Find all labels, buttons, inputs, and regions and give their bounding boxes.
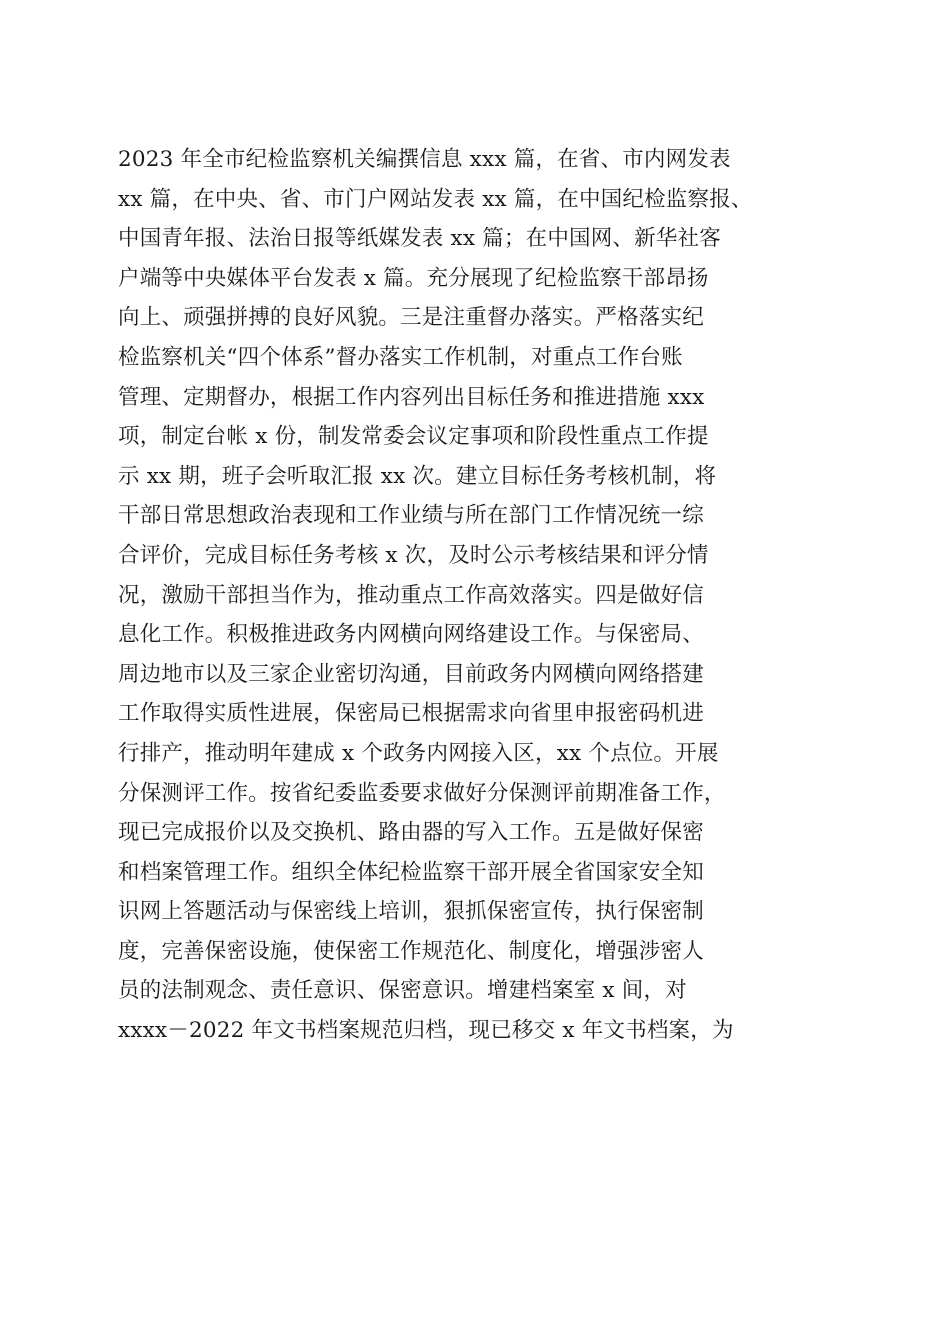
text-line: 示 xx 期，班子会听取汇报 xx 次。建立目标任务考核机制，将 <box>118 463 717 489</box>
text-line: 周边地市以及三家企业密切沟通，目前政务内网横向网络搭建 <box>118 661 704 687</box>
text-line: 2023 年全市纪检监察机关编撰信息 xxx 篇，在省、市内网发表 <box>118 147 731 172</box>
text-line: 管理、定期督办，根据工作内容列出目标任务和推进措施 xxx <box>118 384 705 410</box>
text-line: 项，制定台帐 x 份，制发常委会议定事项和阶段性重点工作提 <box>118 424 709 450</box>
text-line: 员的法制观念、责任意识、保密意识。增建档案室 x 间，对 <box>118 978 687 1004</box>
text-line: 向上、顽强拼搏的良好风貌。三是注重督办落实。严格落实纪 <box>118 305 704 331</box>
text-line: 合评价，完成目标任务考核 x 次，及时公示考核结果和评分情 <box>118 542 709 568</box>
text-line: 况，激励干部担当作为，推动重点工作高效落实。四是做好信 <box>118 582 704 608</box>
text-line: 分保测评工作。按省纪委监委要求做好分保测评前期准备工作， <box>118 780 726 806</box>
text-line: xxxx－2022 年文书档案规范归档，现已移交 x 年文书档案，为 <box>118 1018 734 1044</box>
text-line: 户端等中央媒体平台发表 x 篇。充分展现了纪检监察干部昂扬 <box>118 265 709 291</box>
text-line: 识网上答题活动与保密线上培训，狠抓保密宣传，执行保密制 <box>118 899 704 925</box>
text-line: 干部日常思想政治表现和工作业绩与所在部门工作情况统一综 <box>118 503 704 529</box>
text-line: 行排产，推动明年建成 x 个政务内网接入区，xx 个点位。开展 <box>118 740 719 766</box>
text-line: 和档案管理工作。组织全体纪检监察干部开展全省国家安全知 <box>118 859 704 885</box>
text-line: 度，完善保密设施，使保密工作规范化、制度化，增强涉密人 <box>118 938 704 964</box>
text-line: 息化工作。积极推进政务内网横向网络建设工作。与保密局、 <box>118 622 704 648</box>
text-line: 检监察机关“四个体系”督办落实工作机制，对重点工作台账 <box>118 344 683 370</box>
text-line: xx 篇，在中央、省、市门户网站发表 xx 篇，在中国纪检监察报、 <box>118 186 753 212</box>
text-line: 工作取得实质性进展，保密局已根据需求向省里申报密码机进 <box>118 701 704 727</box>
body-text <box>118 140 833 1051</box>
text-line: 现已完成报价以及交换机、路由器的写入工作。五是做好保密 <box>118 820 704 846</box>
text-line: 中国青年报、法治日报等纸媒发表 xx 篇；在中国网、新华社客 <box>118 226 721 252</box>
